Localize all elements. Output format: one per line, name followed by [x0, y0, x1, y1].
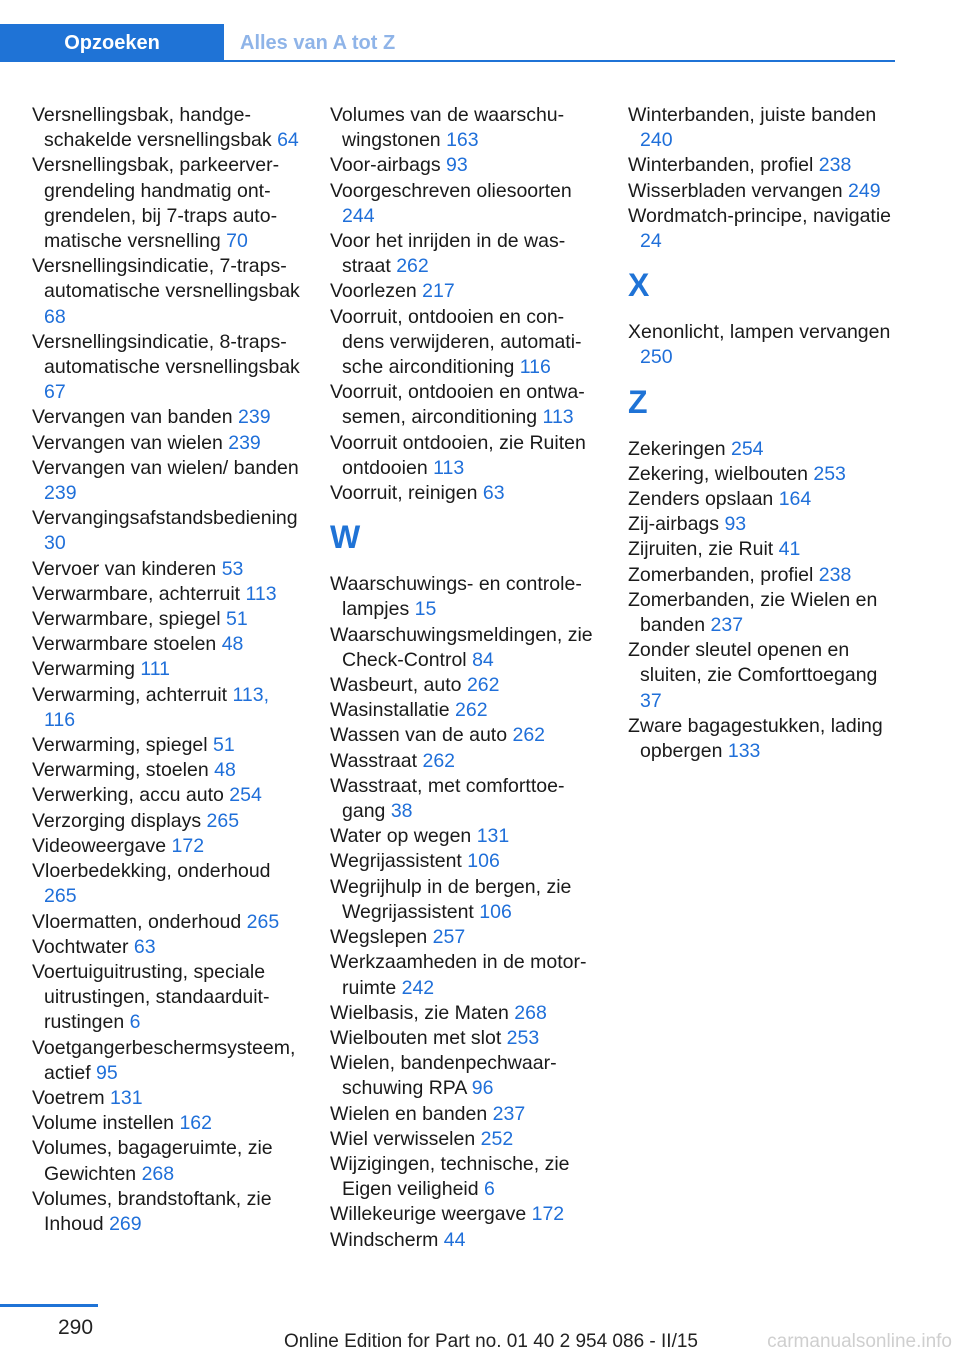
- index-entry: [628, 537, 898, 562]
- page-reference-link[interactable]: 106: [479, 900, 512, 923]
- index-entry: [628, 462, 898, 487]
- index-column-1: [32, 103, 300, 1237]
- page-reference-link[interactable]: 265: [246, 910, 280, 933]
- entry-term: Vervangen van wielen: [32, 431, 223, 454]
- page-reference-link[interactable]: 262: [455, 699, 488, 722]
- page-reference-link[interactable]: 30: [44, 532, 66, 555]
- entry-term: Voetgangerbeschermsysteem, actief: [32, 1036, 296, 1084]
- entry-term: Voor het inrijden in de wasstraat: [330, 230, 566, 278]
- entry-term: Wielen en banden: [330, 1102, 488, 1125]
- index-entry: [330, 431, 598, 481]
- index-entry: [32, 910, 300, 935]
- section-letter: W: [330, 519, 361, 556]
- index-entry: [32, 456, 300, 506]
- entry-term: Verwarming, achterruit: [32, 683, 228, 706]
- entry-term: Vervangingsafstandsbediening: [32, 507, 298, 530]
- entry-term: Wiel verwisselen: [330, 1127, 476, 1150]
- page-reference-link[interactable]: 6: [484, 1178, 495, 1201]
- index-entry: [32, 783, 300, 808]
- index-entry: [330, 1127, 598, 1152]
- index-entry: [330, 698, 598, 723]
- index-entry: [330, 1228, 598, 1253]
- index-entry: [330, 1202, 598, 1227]
- entry-term: Waarschuwingsmeldingen, zie Check-Control: [330, 623, 593, 671]
- index-entry: [330, 925, 598, 950]
- entry-term: Voorruit, ontdooien en condens verwijderen, automatische airconditioning: [330, 305, 582, 379]
- entry-term: Zekeringen: [628, 437, 726, 460]
- page-reference-link[interactable]: 262: [466, 674, 500, 697]
- page-reference-link[interactable]: 68: [44, 305, 66, 328]
- page-reference-link[interactable]: 53: [221, 557, 244, 580]
- index-entry: [330, 481, 598, 506]
- entry-term: Vervoer van kinderen: [32, 557, 217, 580]
- index-entry: [330, 380, 598, 430]
- page-reference-link[interactable]: 249: [848, 179, 881, 202]
- entry-term: Verzorging displays: [32, 809, 202, 832]
- page-header: [0, 24, 895, 62]
- index-entry: [330, 179, 598, 229]
- page-reference-link[interactable]: 48: [221, 633, 244, 656]
- entry-term: Zomerbanden, zie Wielen en banden: [628, 588, 878, 637]
- entry-term: Zij-airbags: [628, 513, 720, 536]
- page-reference-link[interactable]: 254: [730, 437, 764, 460]
- page-reference-link[interactable]: 239: [44, 482, 77, 505]
- entry-term: Werkzaamheden in de motorruimte: [330, 951, 587, 999]
- index-entry: [628, 588, 898, 638]
- page-reference-link[interactable]: 113: [433, 456, 465, 479]
- index-entry: [628, 204, 898, 254]
- index-entry: [32, 632, 300, 657]
- section-letter: Z: [628, 383, 648, 420]
- page-reference-link[interactable]: 253: [813, 462, 846, 485]
- index-entry: [628, 512, 898, 537]
- entry-term: Zware bagagestukken, lading opbergen: [628, 714, 883, 763]
- entry-term: Zonder sleutel openen en sluiten, zie Comforttoegang: [628, 639, 878, 687]
- footer-divider: [0, 1304, 98, 1307]
- entry-term: Versnellingsindicatie, 7-traps-automatische versnellingsbak: [32, 255, 300, 303]
- page-reference-link[interactable]: 41: [778, 538, 801, 561]
- page-number: 290: [58, 1316, 94, 1339]
- entry-term: Wassen van de auto: [330, 724, 508, 747]
- index-entry: [628, 153, 898, 178]
- entry-term: Verwerking, accu auto: [32, 784, 224, 807]
- index-entry: [32, 103, 300, 153]
- page-reference-link[interactable]: 238: [818, 154, 852, 177]
- index-entry: [628, 487, 898, 512]
- entry-term: Verwarming, spiegel: [32, 734, 208, 757]
- index-entry: [330, 1152, 598, 1202]
- entry-term: Willekeurige weergave: [330, 1203, 527, 1226]
- entry-term: Volumes van de waarschuwingstonen: [330, 104, 565, 152]
- page-reference-link[interactable]: 162: [179, 1112, 212, 1135]
- entry-term: Zijruiten, zie Ruit: [628, 538, 774, 561]
- index-entry: [32, 683, 300, 733]
- page-reference-link[interactable]: 262: [422, 749, 456, 772]
- page-reference-link[interactable]: 93: [724, 513, 747, 536]
- index-entry: [32, 1111, 300, 1136]
- index-entry: [330, 723, 598, 748]
- entry-term: Verwarmbare, achterruit: [32, 582, 241, 605]
- entry-term: Waarschuwings- en controlelampjes: [330, 573, 582, 621]
- page-reference-link[interactable]: 133: [727, 740, 761, 763]
- entry-term: Volumes, brandstoftank, zie Inhoud: [32, 1187, 272, 1235]
- index-column-3: [628, 103, 898, 764]
- page-reference-link[interactable]: 239: [228, 431, 261, 454]
- entry-term: Wegrijhulp in de bergen, zie Wegrijassistent: [330, 875, 572, 923]
- index-entry: [628, 714, 898, 764]
- index-entry: [330, 950, 598, 1000]
- page-reference-link[interactable]: 172: [171, 834, 205, 857]
- entry-term: Voorgeschreven oliesoorten: [330, 179, 572, 202]
- page-reference-link[interactable]: 37: [640, 689, 662, 712]
- index-entry: [628, 437, 898, 462]
- page-reference-link[interactable]: 253: [506, 1026, 540, 1049]
- entry-term: Voorruit, reinigen: [330, 482, 478, 505]
- page-reference-link[interactable]: 44: [443, 1228, 466, 1251]
- index-entry: [32, 960, 300, 1036]
- index-entry: [32, 809, 300, 834]
- index-entry: [32, 935, 300, 960]
- index-entry: [32, 1187, 300, 1237]
- page-reference-link[interactable]: 250: [640, 346, 673, 369]
- entry-term: Vloerbedekking, onderhoud: [32, 860, 271, 883]
- index-entry: [330, 572, 598, 622]
- index-entry: [330, 279, 598, 304]
- entry-term: Zomerbanden, profiel: [628, 563, 814, 586]
- page-reference-link[interactable]: 113, 116: [44, 683, 270, 731]
- page-reference-link[interactable]: 257: [432, 926, 466, 949]
- index-entry: [330, 153, 598, 178]
- index-entry: [330, 673, 598, 698]
- page-reference-link[interactable]: 6: [129, 1011, 141, 1034]
- entry-term: Versnellingsbak, parkeervergrendeling handmatig ontgrendelen, bij 7-traps automatische versnelling: [32, 154, 280, 253]
- page-reference-link[interactable]: 15: [414, 598, 437, 621]
- page-reference-link[interactable]: 38: [390, 800, 413, 823]
- entry-term: Water op wegen: [330, 825, 472, 848]
- page-reference-link[interactable]: 24: [640, 230, 662, 253]
- page-reference-link[interactable]: 244: [342, 204, 375, 227]
- entry-term: Voorruit ontdooien, zie Ruiten ontdooien: [330, 431, 586, 479]
- page-reference-link[interactable]: 237: [492, 1102, 526, 1125]
- page-reference-link[interactable]: 51: [226, 608, 248, 631]
- entry-term: Wegslepen: [330, 926, 428, 949]
- index-entry: [32, 758, 300, 783]
- index-entry: [330, 849, 598, 874]
- page-reference-link[interactable]: 268: [514, 1001, 547, 1024]
- page-reference-link[interactable]: 113: [245, 582, 277, 605]
- entry-term: Zekering, wielbouten: [628, 462, 808, 485]
- entry-term: Wegrijassistent: [330, 850, 462, 873]
- entry-term: Voorlezen: [330, 280, 417, 303]
- index-entry: [330, 774, 598, 824]
- index-entry: [32, 254, 300, 330]
- index-entry: [330, 1001, 598, 1026]
- entry-term: Zenders opslaan: [628, 488, 774, 511]
- page-reference-link[interactable]: 64: [277, 129, 299, 152]
- page-reference-link[interactable]: 265: [44, 885, 77, 908]
- page-reference-link[interactable]: 164: [778, 488, 812, 511]
- index-entry: [628, 638, 898, 714]
- entry-term: Winterbanden, profiel: [628, 154, 814, 177]
- index-entry: [330, 1026, 598, 1051]
- page-reference-link[interactable]: 262: [396, 255, 429, 278]
- page-reference-link[interactable]: 51: [213, 734, 235, 757]
- watermark: carmanualsonline.info: [767, 1331, 952, 1352]
- index-entry: [330, 749, 598, 774]
- entry-term: Verwarmbare stoelen: [32, 633, 217, 656]
- entry-term: Verwarmbare, spiegel: [32, 608, 221, 631]
- entry-term: Windscherm: [330, 1228, 439, 1251]
- page-reference-link[interactable]: 93: [446, 154, 468, 177]
- index-column-2: [330, 103, 598, 1253]
- page-reference-link[interactable]: 106: [467, 850, 500, 873]
- page-reference-link[interactable]: 84: [472, 648, 494, 671]
- entry-term: Voertuiguitrusting, speciale uitrustingen, standaarduitrustingen: [32, 960, 270, 1034]
- page-reference-link[interactable]: 240: [640, 129, 673, 152]
- entry-term: Volumes, bagageruimte, zie Gewichten: [32, 1137, 273, 1185]
- index-entry: [32, 733, 300, 758]
- page-reference-link[interactable]: 67: [44, 381, 66, 404]
- page-reference-link[interactable]: 131: [110, 1086, 143, 1109]
- page-reference-link[interactable]: 265: [206, 809, 240, 832]
- entry-term: Vochtwater: [32, 935, 129, 958]
- page-reference-link[interactable]: 63: [133, 935, 156, 958]
- index-entry: [628, 103, 898, 153]
- page-reference-link[interactable]: 172: [531, 1203, 565, 1226]
- index-entry: [628, 320, 898, 370]
- index-entry: [32, 431, 300, 456]
- entry-term: Vloermatten, onderhoud: [32, 910, 242, 933]
- entry-term: Wordmatch-principe, navigatie: [628, 204, 892, 227]
- index-entry: [32, 405, 300, 430]
- entry-term: Vervangen van wielen/ banden: [32, 456, 299, 479]
- index-entry: [628, 563, 898, 588]
- page-reference-link[interactable]: 96: [471, 1077, 494, 1100]
- entry-term: Wijzigingen, technische, zie Eigen veiligheid: [330, 1152, 570, 1201]
- entry-term: Voor-airbags: [330, 154, 441, 177]
- entry-term: Wasinstallatie: [330, 699, 450, 722]
- index-entry: [32, 657, 300, 682]
- index-entry: [32, 859, 300, 909]
- index-entry: [32, 582, 300, 607]
- entry-term: Wasbeurt, auto: [330, 674, 462, 697]
- index-entry: [628, 179, 898, 204]
- page-reference-link[interactable]: 268: [141, 1162, 175, 1185]
- page-reference-link[interactable]: 48: [214, 759, 236, 782]
- edition-text: Online Edition for Part no. 01 40 2 954 086 - II/15: [283, 1331, 698, 1352]
- index-entry: [330, 1102, 598, 1127]
- index-entry: [330, 875, 598, 925]
- entry-term: Verwarming: [32, 658, 135, 681]
- index-entry: [32, 330, 300, 406]
- page-reference-link[interactable]: 242: [401, 976, 435, 999]
- entry-term: Wasstraat: [330, 749, 418, 772]
- entry-term: Wasstraat, met comforttoegang: [330, 774, 565, 823]
- index-entry: [330, 103, 598, 153]
- index-entry: [32, 1086, 300, 1111]
- index-entry: [32, 1036, 300, 1086]
- index-entry: [32, 557, 300, 582]
- index-entry: [330, 623, 598, 673]
- entry-term: Vervangen van banden: [32, 406, 233, 429]
- entry-term: Volume instellen: [32, 1112, 175, 1135]
- entry-term: Versnellingsindicatie, 8-traps-automatische versnellingsbak: [32, 330, 300, 379]
- index-entry: [330, 824, 598, 849]
- entry-term: Voorruit, ontdooien en ontwasemen, airconditioning: [330, 381, 585, 429]
- section-letter: X: [628, 267, 650, 304]
- index-entry: [330, 1051, 598, 1101]
- entry-term: Wielbouten met slot: [330, 1026, 502, 1049]
- page-reference-link[interactable]: 70: [226, 230, 248, 253]
- entry-term: Videoweergave: [32, 834, 167, 857]
- page-reference-link[interactable]: 254: [229, 784, 262, 807]
- page-reference-link[interactable]: 252: [480, 1127, 514, 1150]
- page-reference-link[interactable]: 63: [482, 482, 505, 505]
- entry-term: Xenonlicht, lampen vervangen: [628, 321, 891, 344]
- index-entry: [32, 153, 300, 254]
- index-entry: [330, 305, 598, 381]
- tab-alles-van-a-tot-z[interactable]: Alles van A tot Z: [240, 31, 396, 54]
- entry-term: Wisserbladen vervangen: [628, 179, 843, 202]
- page-reference-link[interactable]: 238: [818, 563, 852, 586]
- page-reference-link[interactable]: 131: [476, 825, 510, 848]
- entry-term: Wielbasis, zie Maten: [330, 1001, 509, 1024]
- page-reference-link[interactable]: 113: [542, 406, 574, 429]
- page-reference-link[interactable]: 262: [512, 724, 546, 747]
- page-reference-link[interactable]: 95: [96, 1061, 118, 1084]
- page-reference-link[interactable]: 111: [140, 658, 171, 681]
- page-reference-link[interactable]: 237: [710, 614, 744, 637]
- index-entry: [32, 1136, 300, 1186]
- entry-term: Versnellingsbak, handgeschakelde versnellingsbak: [32, 104, 272, 152]
- page-reference-link[interactable]: 116: [519, 356, 551, 379]
- header-divider: [224, 60, 895, 62]
- entry-term: Winterbanden, juiste banden: [628, 104, 877, 126]
- tab-opzoeken[interactable]: Opzoeken: [0, 24, 224, 62]
- index-entry: [32, 834, 300, 859]
- page-reference-link[interactable]: 163: [446, 129, 479, 152]
- entry-term: Voetrem: [32, 1086, 105, 1109]
- index-entry: [32, 506, 300, 556]
- index-entry: [330, 229, 598, 279]
- entry-term: Verwarming, stoelen: [32, 759, 209, 782]
- index-entry: [32, 607, 300, 632]
- entry-term: Wielen, bandenpechwaarschuwing RPA: [330, 1052, 557, 1100]
- page-reference-link[interactable]: 217: [422, 280, 455, 303]
- page-reference-link[interactable]: 239: [238, 406, 271, 429]
- page-reference-link[interactable]: 269: [109, 1212, 142, 1235]
